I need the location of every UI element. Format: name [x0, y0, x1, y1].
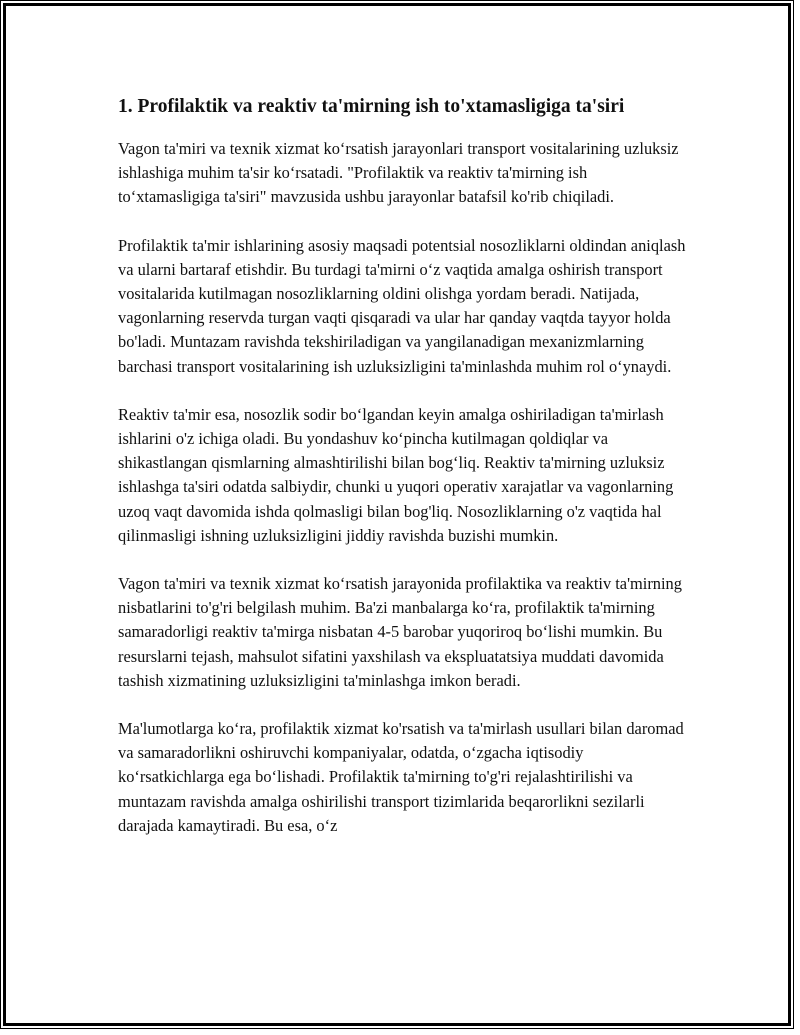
paragraph-1: Vagon ta'miri va texnik xizmat koʻrsatish jarayonlari transport vositalarining uzluksiz ishlashiga muhim ta'sir koʻrsatadi. "Profilaktik va reaktiv ta'mirning ish toʻxtamasligiga ta'siri" mavzusida ushbu jarayonlar batafsil ko'rib chiqiladi. [118, 139, 679, 207]
document-body [118, 94, 688, 862]
paragraph-4: Vagon ta'miri va texnik xizmat koʻrsatish jarayonida profilaktika va reaktiv ta'mirning nisbatlarini to'g'ri belgilash muhim. Ba'zi manbalarga koʻra, profilaktik ta'mirning samaradorligi reaktiv ta'mirga nisbatan 4-5 barobar yuqoriroq boʻlishi mumkin. Bu resurslarni tejash, mahsulot sifatini yaxshilash va ekspluatatsiya muddati davomida tashish xizmatining uzluksizligini ta'minlashga imkon beradi. [118, 574, 682, 690]
paragraph-3: Reaktiv ta'mir esa, nosozlik sodir boʻlgandan keyin amalga oshiriladigan ta'mirlash ishlarini o'z ichiga oladi. Bu yondashuv koʻpincha kutilmagan qoldiqlar va shikastlangan qismlarning almashtirilishi bilan bogʻliq. Reaktiv ta'mirning uzluksiz ishlashga ta'siri odatda salbiydir, chunki u yuqori operativ xarajatlar va vagonlarning uzoq vaqt davomida ishda qolmasligi bilan bog'liq. Nosozliklarning o'z vaqtida hal qilinmasligi ishning uzluksizligini jiddiy ravishda buzishi mumkin. [118, 404, 674, 545]
paragraph-5: Ma'lumotlarga koʻra, profilaktik xizmat ko'rsatish va ta'mirlash usullari bilan daromad va samaradorlikni oshiruvchi kompaniyalar, odatda, oʻzgacha iqtisodiy koʻrsatkichlarga ega boʻlishadi. Profilaktik ta'mirning to'g'ri rejalashtirilishi va muntazam ravishda amalga oshirilishi transport tizimlarida beqarorlikni sezilarli darajada kamaytiradi. Bu esa, oʻz [118, 719, 684, 835]
paragraph-2: Profilaktik ta'mir ishlarining asosiy maqsadi potentsial nosozliklarni oldindan aniqlash va ularni bartaraf etishdir. Bu turdagi ta'mirni oʻz vaqtida amalga oshirish transport vositalarida kutilmagan nosozliklarning oldini olishga yordam beradi. Natijada, vagonlarning reservda turgan vaqti qisqaradi va ular har qanday vaqtda tayyor holda bo'ladi. Muntazam ravishda tekshiriladigan va yangilanadigan mexanizmlarning barchasi transport vositalarining ish uzluksizligini ta'minlashda muhim rol oʻynaydi. [118, 235, 686, 376]
section-heading: 1. Profilaktik va reaktiv ta'mirning ish to'xtamasligiga ta'siri [118, 96, 625, 117]
